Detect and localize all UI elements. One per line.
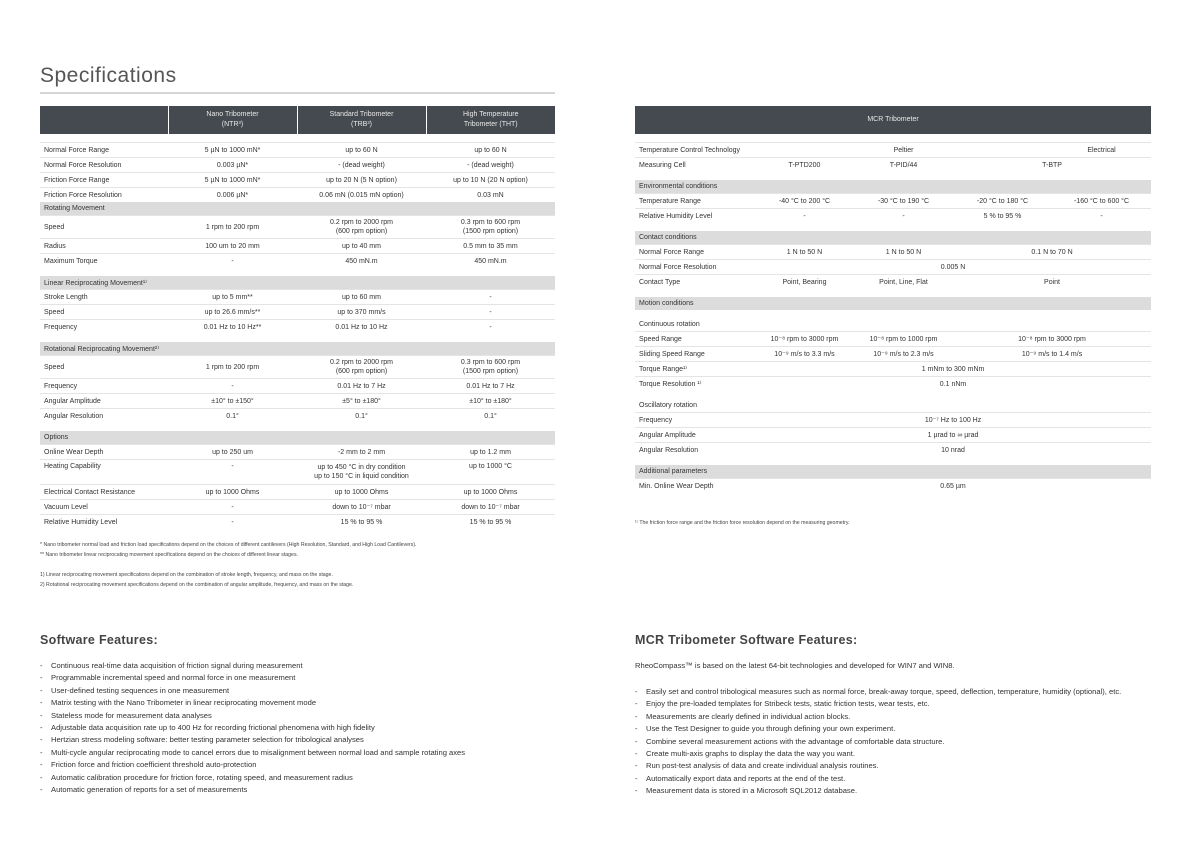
list-item: - Matrix testing with the Nano Tribometer in linear reciprocating movement mode bbox=[40, 697, 560, 709]
row-label: Angular Resolution bbox=[40, 409, 168, 424]
cell: - bbox=[168, 500, 297, 515]
page-title: Specifications bbox=[40, 64, 177, 87]
cell: up to 1.2 mm bbox=[426, 445, 555, 460]
section-row-options bbox=[40, 431, 555, 445]
table-row bbox=[40, 515, 555, 530]
footnote: ¹⁾ The friction force range and the friction force resolution depend on the measuring geometry. bbox=[635, 520, 850, 526]
table-row bbox=[635, 413, 1151, 428]
cell: 0.1° bbox=[426, 409, 555, 424]
section-row-rotational bbox=[40, 342, 555, 356]
cell: 100 um to 20 mm bbox=[168, 239, 297, 254]
table-row bbox=[40, 485, 555, 500]
section-title: Environmental conditions bbox=[635, 180, 1151, 194]
cell: 1 mNm to 300 mNm bbox=[755, 362, 1151, 377]
table-row bbox=[40, 290, 555, 305]
row-label: Friction Force Range bbox=[40, 173, 168, 188]
cell: 10⁻⁷ Hz to 100 Hz bbox=[755, 413, 1151, 428]
row-label: Relative Humidity Level bbox=[635, 209, 755, 224]
cell: -160 °C to 600 °C bbox=[1052, 194, 1151, 209]
row-label: Normal Force Resolution bbox=[40, 158, 168, 173]
table-row bbox=[40, 188, 555, 203]
list-item: - Automatically export data and reports at the end of the test. bbox=[635, 773, 1135, 785]
row-label: Torque Range¹⁾ bbox=[635, 362, 755, 377]
row-label: Contact Type bbox=[635, 275, 755, 290]
table-row bbox=[40, 379, 555, 394]
cell: - bbox=[426, 305, 555, 320]
row-label: Temperature Control Technology bbox=[635, 143, 755, 158]
table-row bbox=[635, 143, 1151, 158]
subsection-row bbox=[635, 399, 1151, 413]
list-item: - Combine several measurement actions with the advantage of comfortable data structure. bbox=[635, 736, 1135, 748]
cell: up to 26.6 mm/s** bbox=[168, 305, 297, 320]
table-row bbox=[40, 158, 555, 173]
table-row bbox=[635, 209, 1151, 224]
cell: ±10° to ±150° bbox=[168, 394, 297, 409]
cell: - bbox=[168, 379, 297, 394]
table-row bbox=[635, 479, 1151, 494]
cell: - bbox=[168, 515, 297, 530]
list-item: - User-defined testing sequences in one measurement bbox=[40, 685, 560, 697]
section-row-environment bbox=[635, 180, 1151, 194]
row-label: Angular Amplitude bbox=[40, 394, 168, 409]
cell: 0.3 rpm to 600 rpm (1500 rpm option) bbox=[426, 356, 555, 379]
row-label: Sliding Speed Range bbox=[635, 347, 755, 362]
footnote: ** Nano tribometer linear reciprocating movement specifications depend on the choices of different linear stages. bbox=[40, 552, 298, 558]
section-row-rotating bbox=[40, 202, 555, 216]
row-label: Frequency bbox=[40, 320, 168, 335]
row-label: Vacuum Level bbox=[40, 500, 168, 515]
section-row-motion bbox=[635, 297, 1151, 310]
table-row bbox=[40, 216, 555, 239]
cell: Point bbox=[953, 275, 1151, 290]
cell: down to 10⁻⁷ mbar bbox=[297, 500, 426, 515]
row-label: Speed bbox=[40, 305, 168, 320]
cell: - bbox=[755, 209, 854, 224]
cell: -40 °C to 200 °C bbox=[755, 194, 854, 209]
cell: 0.1° bbox=[297, 409, 426, 424]
cell: 10 nrad bbox=[755, 443, 1151, 458]
cell: up to 20 N (5 N option) bbox=[297, 173, 426, 188]
title-divider bbox=[40, 92, 555, 94]
section-title: Rotational Reciprocating Movement²⁾ bbox=[40, 342, 555, 356]
table-row bbox=[635, 275, 1151, 290]
cell: 5 µN to 1000 mN* bbox=[168, 143, 297, 158]
mcr-software-features-list bbox=[635, 686, 1135, 798]
table-row bbox=[635, 260, 1151, 275]
list-item: - Easily set and control tribological measures such as normal force, break-away torque, speed, deflection, temperature, humidity (optional), etc. bbox=[635, 686, 1135, 698]
row-label: Measuring Cell bbox=[635, 158, 755, 173]
section-row-linear bbox=[40, 276, 555, 290]
cell: Point, Line, Flat bbox=[854, 275, 953, 290]
row-label: Normal Force Range bbox=[40, 143, 168, 158]
cell: 0.1 nNm bbox=[755, 377, 1151, 392]
table-header-row bbox=[635, 106, 1151, 134]
section-row-contact bbox=[635, 231, 1151, 245]
header-cell-mcr: MCR Tribometer bbox=[635, 106, 1151, 134]
row-label: Relative Humidity Level bbox=[40, 515, 168, 530]
list-item: - Continuous real-time data acquisition of friction signal during measurement bbox=[40, 660, 560, 672]
table-row bbox=[40, 254, 555, 269]
row-label: Stroke Length bbox=[40, 290, 168, 305]
footnote: * Nano tribometer normal load and friction load specifications depend on the choices of different cantilevers (High Resolution, Standard, and High Load Cantilevers). bbox=[40, 542, 417, 548]
cell: 1 rpm to 200 rpm bbox=[168, 216, 297, 239]
cell: 0.5 mm to 35 mm bbox=[426, 239, 555, 254]
cell: - (dead weight) bbox=[426, 158, 555, 173]
table-row bbox=[40, 500, 555, 515]
section-title: Options bbox=[40, 431, 555, 445]
list-item: - Automatic calibration procedure for friction force, rotating speed, and measurement radius bbox=[40, 772, 560, 784]
cell: 0.3 rpm to 600 rpm (1500 rpm option) bbox=[426, 216, 555, 239]
cell: ±10° to ±180° bbox=[426, 394, 555, 409]
row-label: Normal Force Range bbox=[635, 245, 755, 260]
cell: up to 60 N bbox=[426, 143, 555, 158]
list-item: - Measurements are clearly defined in individual action blocks. bbox=[635, 711, 1135, 723]
footnote: 2) Rotational reciprocating movement specifications depend on the combination of angular amplitude, frequency, and mass on the stage. bbox=[40, 582, 354, 588]
table-row bbox=[40, 320, 555, 335]
cell: up to 10 N (20 N option) bbox=[426, 173, 555, 188]
header-cell-ntr: Nano Tribometer (NTR³) bbox=[168, 106, 297, 134]
row-label: Friction Force Resolution bbox=[40, 188, 168, 203]
cell: - bbox=[426, 290, 555, 305]
cell: 10⁻⁹ m/s to 2.3 m/s bbox=[854, 347, 953, 362]
table-row bbox=[40, 305, 555, 320]
cell: up to 1000 °C bbox=[426, 460, 555, 485]
row-label: Electrical Contact Resistance bbox=[40, 485, 168, 500]
cell: up to 450 °C in dry condition up to 150 °C in liquid condition bbox=[297, 460, 426, 485]
cell: up to 370 mm/s bbox=[297, 305, 426, 320]
list-item: - Run post-test analysis of data and create individual analysis routines. bbox=[635, 760, 1135, 772]
cell: 450 mN.m bbox=[426, 254, 555, 269]
cell: up to 1000 Ohms bbox=[297, 485, 426, 500]
cell: 15 % to 95 % bbox=[297, 515, 426, 530]
cell: 0.65 µm bbox=[755, 479, 1151, 494]
section-title: Motion conditions bbox=[635, 297, 1151, 310]
table-row bbox=[40, 409, 555, 424]
table-row bbox=[635, 332, 1151, 347]
cell: - bbox=[426, 320, 555, 335]
table-row bbox=[40, 460, 555, 485]
row-label: Speed bbox=[40, 356, 168, 379]
row-label: Frequency bbox=[635, 413, 755, 428]
table-row bbox=[40, 394, 555, 409]
tribometer-spec-table bbox=[40, 106, 555, 529]
table-row bbox=[635, 377, 1151, 392]
table-row bbox=[40, 445, 555, 460]
footnote: 1) Linear reciprocating movement specifications depend on the combination of stroke length, frequency, and mass on the stage. bbox=[40, 572, 333, 578]
cell: 10⁻⁸ rpm to 3000 rpm bbox=[755, 332, 854, 347]
row-label: Speed Range bbox=[635, 332, 755, 347]
cell: 0.01 Hz to 10 Hz** bbox=[168, 320, 297, 335]
cell: 0.006 µN* bbox=[168, 188, 297, 203]
cell: 0.005 N bbox=[755, 260, 1151, 275]
table-row bbox=[635, 245, 1151, 260]
cell: 15 % to 95 % bbox=[426, 515, 555, 530]
cell: -20 °C to 180 °C bbox=[953, 194, 1052, 209]
mcr-software-features-heading: MCR Tribometer Software Features: bbox=[635, 633, 858, 647]
row-label: Maximum Torque bbox=[40, 254, 168, 269]
cell: T-PID/44 bbox=[854, 158, 953, 173]
row-label: Normal Force Resolution bbox=[635, 260, 755, 275]
cell: T-BTP bbox=[953, 158, 1151, 173]
table-row bbox=[40, 173, 555, 188]
list-item: - Stateless mode for measurement data analyses bbox=[40, 710, 560, 722]
software-features-heading: Software Features: bbox=[40, 633, 158, 647]
header-cell-trb: Standard Tribometer (TRB³) bbox=[297, 106, 426, 134]
list-item: - Create multi-axis graphs to display the data the way you want. bbox=[635, 748, 1135, 760]
row-label: Angular Resolution bbox=[635, 443, 755, 458]
cell: 0.003 µN* bbox=[168, 158, 297, 173]
row-label: Radius bbox=[40, 239, 168, 254]
cell: up to 60 N bbox=[297, 143, 426, 158]
list-item: - Adjustable data acquisition rate up to 400 Hz for recording frictional phenomena with high fidelity bbox=[40, 722, 560, 734]
list-item: - Automatic generation of reports for a set of measurements bbox=[40, 784, 560, 796]
list-item: - Programmable incremental speed and normal force in one measurement bbox=[40, 672, 560, 684]
cell: down to 10⁻⁷ mbar bbox=[426, 500, 555, 515]
table-row bbox=[635, 443, 1151, 458]
row-label: Temperature Range bbox=[635, 194, 755, 209]
row-label: Speed bbox=[40, 216, 168, 239]
section-title: Contact conditions bbox=[635, 231, 1151, 245]
list-item: - Friction force and friction coefficient threshold auto-protection bbox=[40, 759, 560, 771]
cell: - bbox=[168, 254, 297, 269]
list-item: - Use the Test Designer to guide you through defining your own experiment. bbox=[635, 723, 1135, 735]
header-cell-label bbox=[40, 106, 168, 134]
cell: 0.01 Hz to 7 Hz bbox=[297, 379, 426, 394]
cell: Point, Bearing bbox=[755, 275, 854, 290]
table-row bbox=[40, 239, 555, 254]
subsection-row bbox=[635, 318, 1151, 332]
cell: - bbox=[168, 460, 297, 485]
cell: 0.01 Hz to 10 Hz bbox=[297, 320, 426, 335]
row-label: Angular Amplitude bbox=[635, 428, 755, 443]
cell: 0.03 mN bbox=[426, 188, 555, 203]
cell: -2 mm to 2 mm bbox=[297, 445, 426, 460]
cell: ±5° to ±180° bbox=[297, 394, 426, 409]
section-title: Linear Reciprocating Movement¹⁾ bbox=[40, 276, 555, 290]
cell: up to 1000 Ohms bbox=[168, 485, 297, 500]
table-row bbox=[40, 143, 555, 158]
cell: 0.2 rpm to 2000 rpm (600 rpm option) bbox=[297, 216, 426, 239]
cell: 0.06 mN (0.015 mN option) bbox=[297, 188, 426, 203]
list-item: - Multi-cycle angular reciprocating mode to cancel errors due to misalignment between normal load and sample rotating axes bbox=[40, 747, 560, 759]
section-row-additional bbox=[635, 465, 1151, 479]
cell: 0.2 rpm to 2000 rpm (600 rpm option) bbox=[297, 356, 426, 379]
subsection-title: Oscillatory rotation bbox=[639, 402, 697, 409]
cell: 0.1° bbox=[168, 409, 297, 424]
cell: 10⁻⁹ m/s to 1.4 m/s bbox=[953, 347, 1151, 362]
cell: 450 mN.m bbox=[297, 254, 426, 269]
table-header-row bbox=[40, 106, 555, 134]
row-label: Online Wear Depth bbox=[40, 445, 168, 460]
cell: 0.1 N to 70 N bbox=[953, 245, 1151, 260]
row-label: Min. Online Wear Depth bbox=[635, 479, 755, 494]
row-label: Frequency bbox=[40, 379, 168, 394]
cell: 1 N to 50 N bbox=[854, 245, 953, 260]
row-label: Torque Resolution ¹⁾ bbox=[635, 377, 755, 392]
row-label: Heating Capability bbox=[40, 460, 168, 485]
subsection-title: Continuous rotation bbox=[639, 321, 700, 328]
section-title: Additional parameters bbox=[635, 465, 1151, 479]
cell: Peltier bbox=[755, 143, 1052, 158]
cell: up to 250 um bbox=[168, 445, 297, 460]
cell: up to 60 mm bbox=[297, 290, 426, 305]
cell: up to 40 mm bbox=[297, 239, 426, 254]
table-row bbox=[635, 362, 1151, 377]
left-footnotes bbox=[40, 540, 417, 590]
table-row bbox=[635, 158, 1151, 173]
right-footnote bbox=[635, 518, 849, 528]
cell: Electrical bbox=[1052, 143, 1151, 158]
list-item: - Measurement data is stored in a Microsoft SQL2012 database. bbox=[635, 785, 1135, 797]
table-row bbox=[635, 194, 1151, 209]
cell: - (dead weight) bbox=[297, 158, 426, 173]
cell: 10⁻⁹ m/s to 3.3 m/s bbox=[755, 347, 854, 362]
table-row bbox=[40, 356, 555, 379]
cell: - bbox=[1052, 209, 1151, 224]
software-features-list bbox=[40, 660, 560, 796]
cell: 5 % to 95 % bbox=[953, 209, 1052, 224]
mcr-software-intro: RheoCompass™ is based on the latest 64-bit technologies and developed for WIN7 and WIN8. bbox=[635, 661, 955, 670]
list-item: - Enjoy the pre-loaded templates for Stribeck tests, static friction tests, wear tests, etc. bbox=[635, 698, 1135, 710]
cell: 1 N to 50 N bbox=[755, 245, 854, 260]
cell: -30 °C to 190 °C bbox=[854, 194, 953, 209]
cell: 0.01 Hz to 7 Hz bbox=[426, 379, 555, 394]
cell: T-PTD200 bbox=[755, 158, 854, 173]
cell: 1 rpm to 200 rpm bbox=[168, 356, 297, 379]
cell: 1 µrad to ∞ µrad bbox=[755, 428, 1151, 443]
header-cell-tht: High Temperature Tribometer (THT) bbox=[426, 106, 555, 134]
cell: 10⁻⁸ rpm to 1000 rpm bbox=[854, 332, 953, 347]
cell: up to 5 mm** bbox=[168, 290, 297, 305]
cell: 10⁻⁸ rpm to 3000 rpm bbox=[953, 332, 1151, 347]
section-title: Rotating Movement bbox=[40, 202, 555, 216]
table-row bbox=[635, 428, 1151, 443]
list-item: - Hertzian stress modeling software: better testing parameter selection for tribological analyses bbox=[40, 734, 560, 746]
table-row bbox=[635, 347, 1151, 362]
cell: - bbox=[854, 209, 953, 224]
cell: 5 µN to 1000 mN* bbox=[168, 173, 297, 188]
cell: up to 1000 Ohms bbox=[426, 485, 555, 500]
mcr-tribometer-spec-table bbox=[635, 106, 1151, 493]
